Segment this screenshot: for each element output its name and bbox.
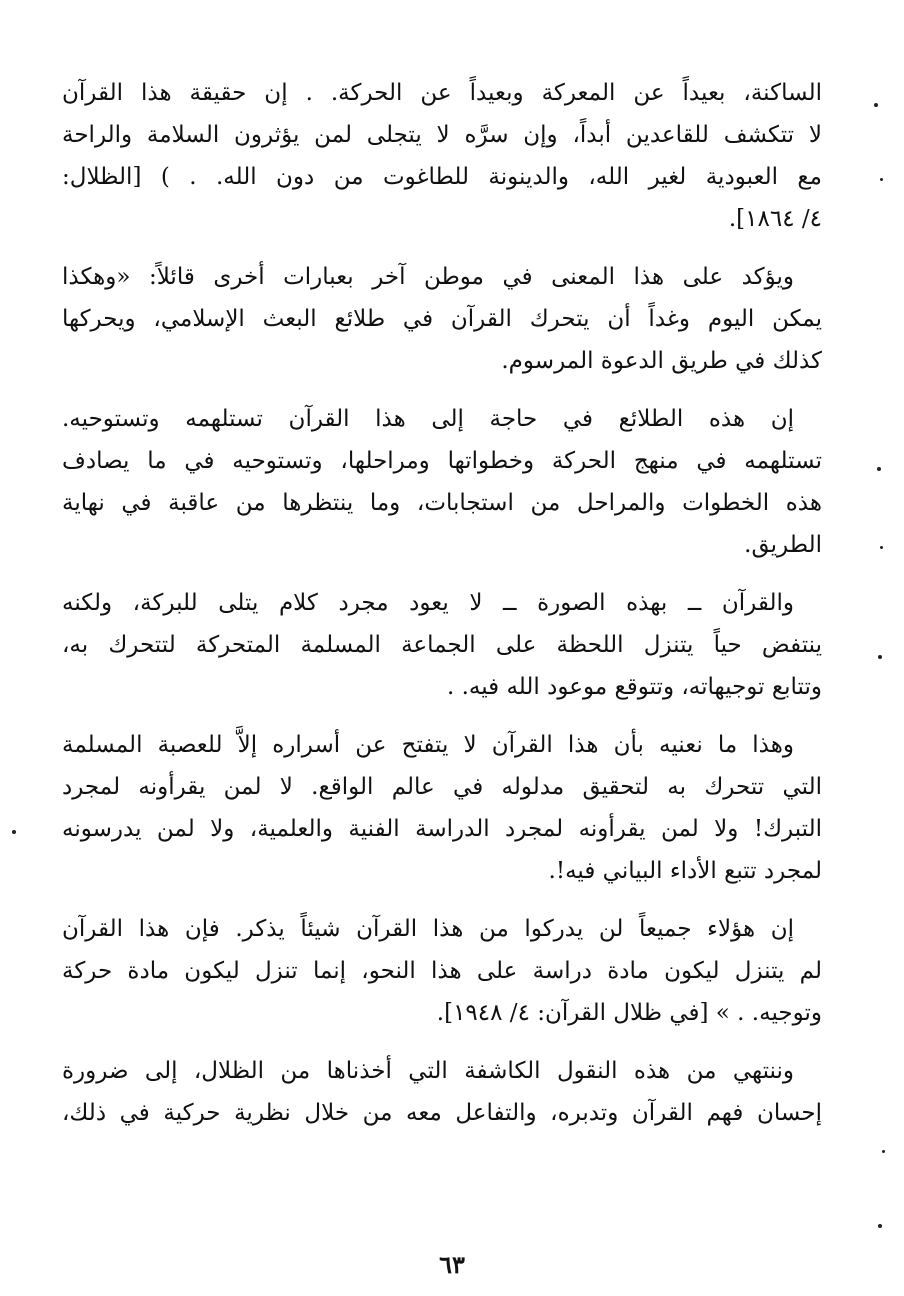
text-line: كذلك في طريق الدعوة المرسوم. bbox=[501, 348, 822, 374]
margin-speck bbox=[878, 655, 882, 659]
text-line: التبرك! ولا لمن يقرأونه لمجرد الدراسة الفنية والعلمية، ولا لمن يدرسونه bbox=[62, 816, 822, 842]
text-line: ويؤكد على هذا المعنى في موطن آخر بعبارات أخرى قائلاً: «وهكذا bbox=[62, 264, 794, 290]
margin-speck bbox=[878, 1224, 882, 1228]
paragraph bbox=[62, 724, 822, 892]
text-line: وتتابع توجيهاته، وتتوقع موعود الله فيه. . bbox=[446, 674, 822, 700]
page-body bbox=[62, 72, 822, 1150]
text-line: ٤/ ١٨٦٤]. bbox=[728, 206, 822, 232]
text-line: وننتهي من هذه النقول الكاشفة التي أخذناها من الظلال، إلى ضرورة bbox=[62, 1058, 794, 1084]
margin-speck bbox=[877, 467, 881, 471]
text-line: الساكنة، بعيداً عن المعركة وبعيداً عن الحركة. . إن حقيقة هذا القرآن bbox=[62, 80, 822, 106]
paragraph bbox=[62, 908, 822, 1034]
margin-speck bbox=[882, 1150, 885, 1153]
text-line: يمكن اليوم وغداً أن يتحرك القرآن في طلائع البعث الإسلامي، ويحركها bbox=[62, 306, 822, 332]
text-line: لمجرد تتبع الأداء البياني فيه!. bbox=[548, 858, 822, 884]
text-line: لا تتكشف للقاعدين أبداً، وإن سرَّه لا يتجلى لمن يؤثرون السلامة والراحة bbox=[62, 122, 822, 148]
page-number: ٦٣ bbox=[439, 1250, 465, 1279]
text-line: وتوجيه. . » [في ظلال القرآن: ٤/ ١٩٤٨]. bbox=[436, 1000, 822, 1026]
paragraph bbox=[62, 72, 822, 240]
text-line: لم يتنزل ليكون مادة دراسة على هذا النحو، إنما تنزل ليكون مادة حركة bbox=[62, 958, 822, 984]
margin-speck bbox=[874, 103, 878, 107]
text-line: إن هذه الطلائع في حاجة إلى هذا القرآن تستلهمه وتستوحيه. bbox=[62, 406, 794, 432]
text-line: والقرآن ــ بهذه الصورة ــ لا يعود مجرد كلام يتلى للبركة، ولكنه bbox=[62, 590, 794, 616]
paragraph bbox=[62, 256, 822, 382]
text-line: إحسان فهم القرآن وتدبره، والتفاعل معه من خلال نظرية حركية في ذلك، bbox=[62, 1100, 822, 1126]
text-line: مع العبودية لغير الله، والدينونة للطاغوت من دون الله. . ) [الظلال: bbox=[62, 164, 822, 190]
margin-speck bbox=[12, 830, 16, 834]
text-line: التي تتحرك به لتحقيق مدلوله في عالم الواقع. لا لمن يقرأونه لمجرد bbox=[62, 774, 822, 800]
paragraph bbox=[62, 398, 822, 566]
margin-speck bbox=[880, 178, 883, 181]
text-line: تستلهمه في منهج الحركة وخطواتها ومراحلها، وتستوحيه في ما يصادف bbox=[62, 448, 822, 474]
text-line: الطريق. bbox=[744, 532, 822, 558]
margin-speck bbox=[880, 546, 883, 549]
text-line: وهذا ما نعنيه بأن هذا القرآن لا يتفتح عن أسراره إلاَّ للعصبة المسلمة bbox=[62, 732, 794, 758]
text-line: هذه الخطوات والمراحل من استجابات، وما ينتظرها من عاقبة في نهاية bbox=[62, 490, 822, 516]
paragraph bbox=[62, 1050, 822, 1134]
paragraph bbox=[62, 582, 822, 708]
text-line: إن هؤلاء جميعاً لن يدركوا من هذا القرآن شيئاً يذكر. فإن هذا القرآن bbox=[62, 916, 794, 942]
text-line: ينتفض حياً يتنزل اللحظة على الجماعة المسلمة المتحركة لتتحرك به، bbox=[62, 632, 822, 658]
